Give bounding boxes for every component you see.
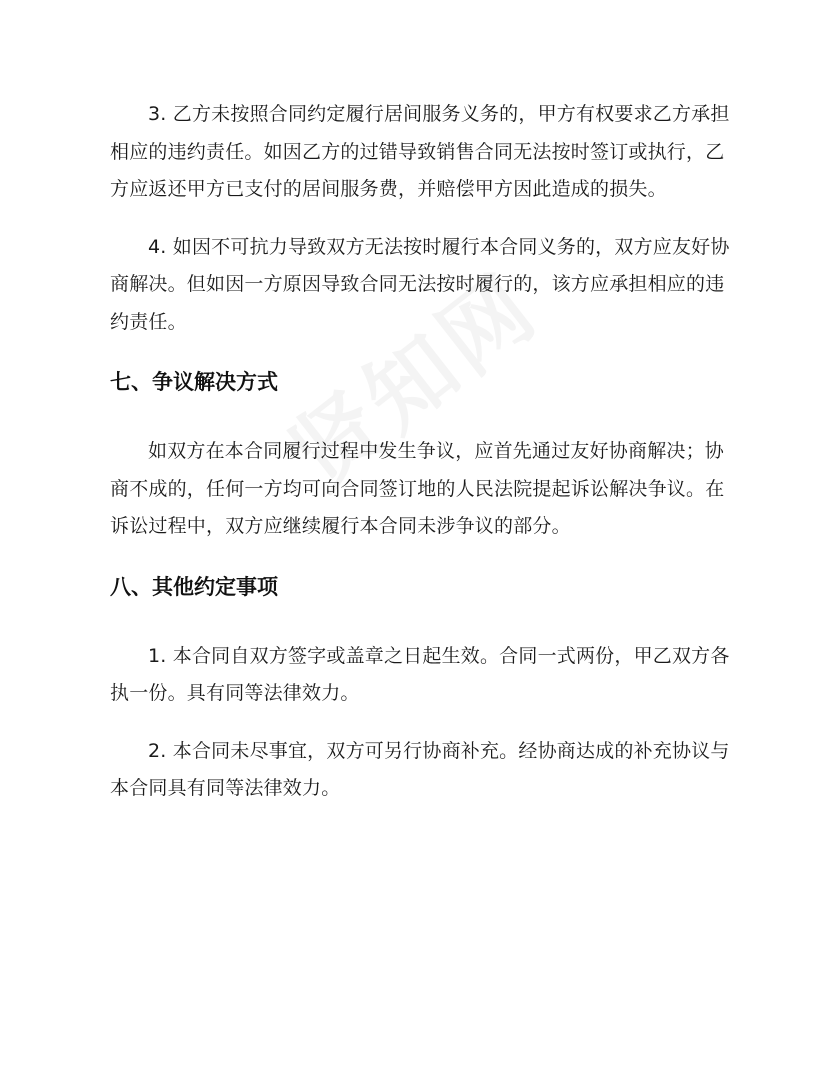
section-heading-dispute-resolution: 七、争议解决方式	[110, 370, 278, 394]
clause-paragraph-3: 3. 乙方未按照合同约定履行居间服务义务的，甲方有权要求乙方承担相应的违约责任。如因乙方的过错导致销售合同无法按时签订或执行，乙方应返还甲方已支付的居间服务费，并赔偿甲方因此造成的损失。	[110, 103, 730, 200]
clause-paragraph-4: 4. 如因不可抗力导致双方无法按时履行本合同义务的，双方应友好协商解决。但如因一方原因导致合同无法按时履行的，该方应承担相应的违约责任。	[110, 235, 730, 333]
section-heading-other-terms: 八、其他约定事项	[110, 574, 278, 599]
document-body	[110, 96, 730, 808]
dispute-resolution-paragraph: 如双方在本合同履行过程中发生争议，应首先通过友好协商解决；协商不成的，任何一方均可向合同签订地的人民法院提起诉讼解决争议。在诉讼过程中，双方应继续履行本合同未涉争议的部分。	[110, 440, 725, 537]
other-terms-paragraph-2: 2. 本合同未尽事宜，双方可另行协商补充。经协商达成的补充协议与本合同具有同等法律效力。	[110, 739, 730, 799]
other-terms-paragraph-1: 1. 本合同自双方签字或盖章之日起生效。合同一式两份，甲乙双方各执一份。具有同等法律效力。	[110, 644, 730, 704]
